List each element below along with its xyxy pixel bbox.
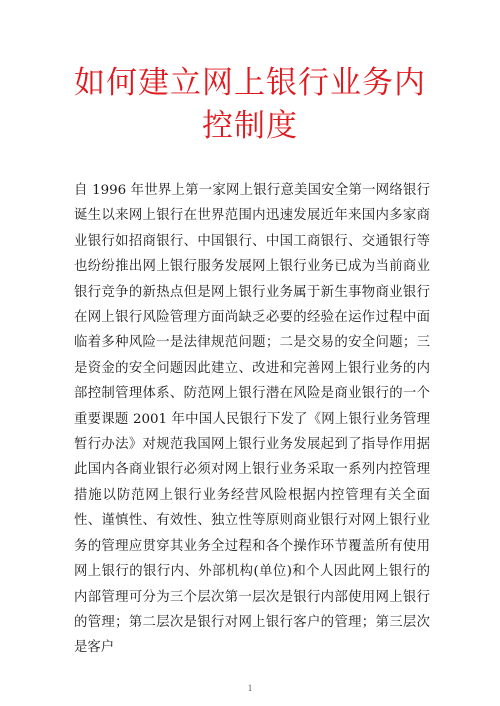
document-title: 如何建立网上银行业务内控制度 <box>74 65 426 144</box>
page-number: 1 <box>247 683 253 693</box>
document-body-paragraph: 自 1996 年世界上第一家网上银行意美国安全第一网络银行诞生以来网上银行在世界范围内迅速发展近年来国内多家商业银行如招商银行、中国银行、中国工商银行、交通银行等也纷纷推出网上银行服务发展网上银行业务已成为当前商业银行竞争的新热点但是网上银行业务属于新生事物商业银行在网上银行风险管理方面尚缺乏必要的经验在运作过程中面临着多种风险一是法律规范问题；二是交易的安全问题；三是资金的安全问题因此建立、改进和完善网上银行业务的内部控制管理体系、防范网上银行潜在风险是商业银行的一个重要课题 2001 年中国人民银行下发了《网上银行业务管理暂行办法》对规范我国网上银行业务发展起到了指导作用据此国内各商业银行必须对网上银行业务采取一系列内控管理措施以防范网上银行业务经营风险根据内控管理有关全面性、谨慎性、有效性、独立性等原则商业银行对网上银行业务的管理应贯穿其业务全过程和各个操作环节覆盖所有使用网上银行的银行内、外部机构(单位)和个人因此网上银行的内部管理可分为三个层次第一层次是银行内部使用网上银行的管理；第二层次是银行对网上银行客户的管理；第三层次是客户 <box>74 183 430 656</box>
